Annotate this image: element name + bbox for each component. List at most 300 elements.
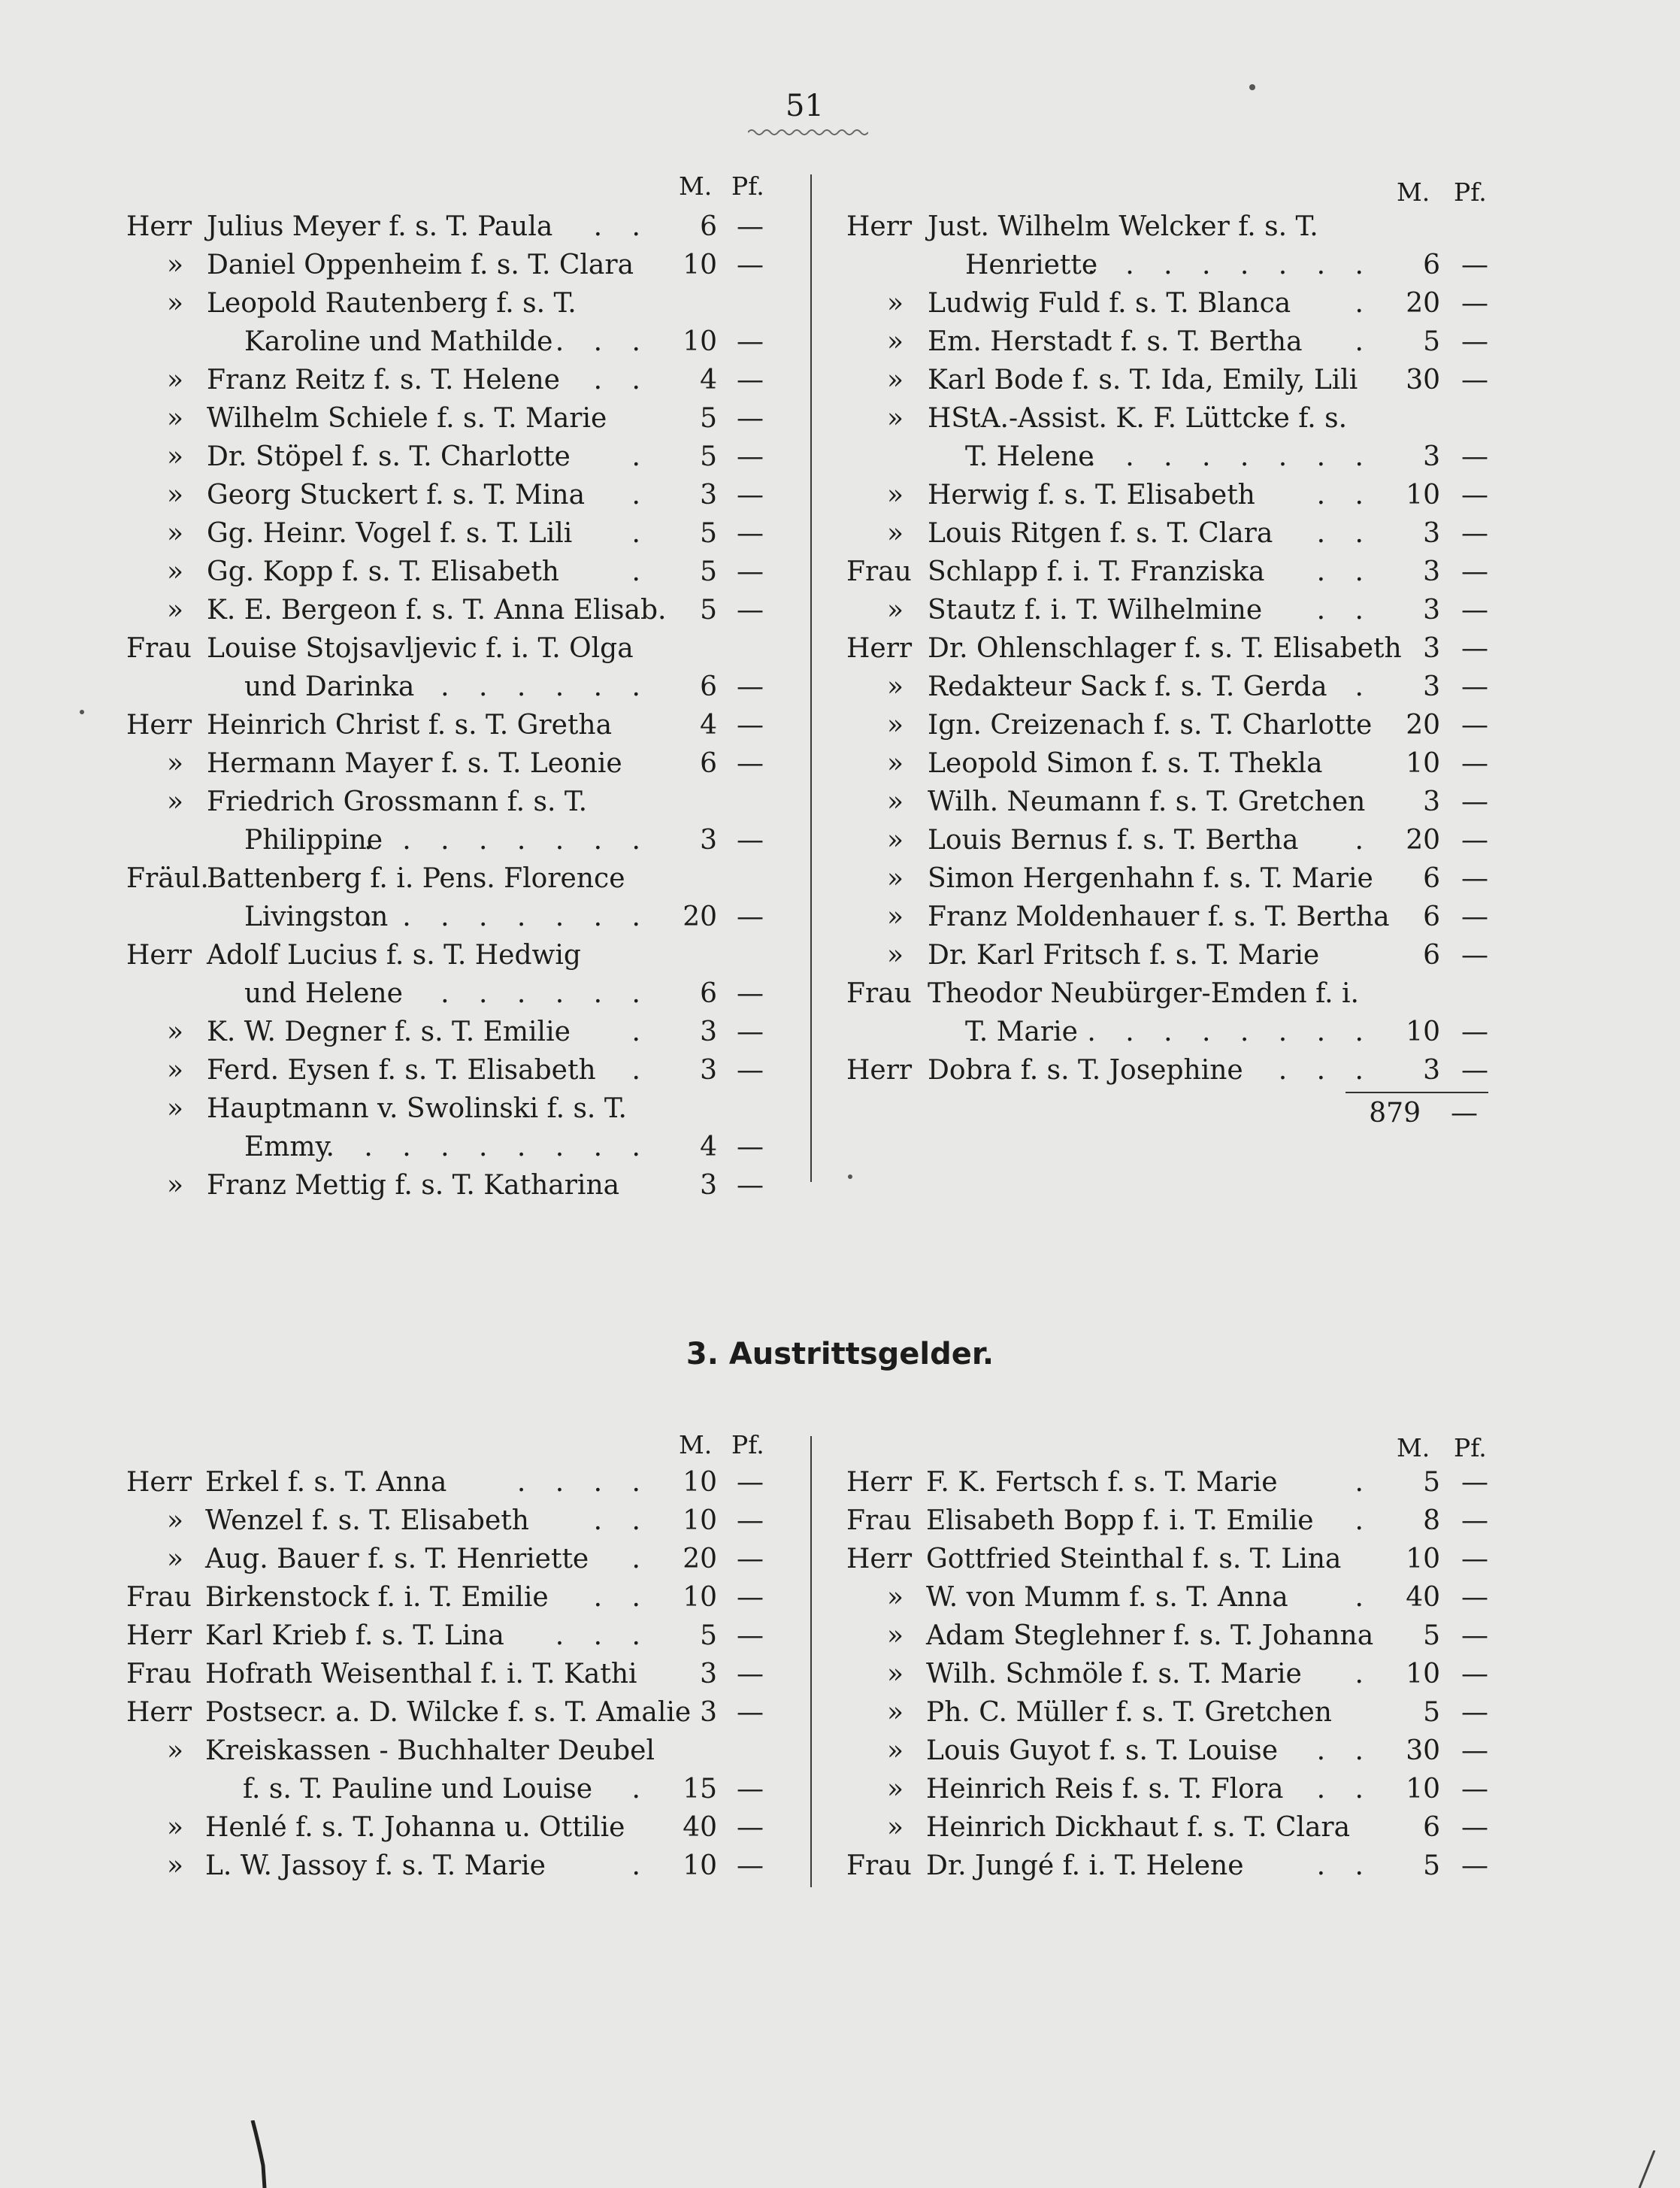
entry-text: Wilhelm Schiele f. s. T. Marie [207, 403, 607, 434]
amount-pf: — [737, 1170, 764, 1201]
entry-row [126, 1089, 773, 1128]
entry-title: » [886, 480, 904, 511]
entry-row [126, 821, 773, 859]
leader-dots: . . [1316, 1850, 1374, 1881]
entry-text: Hofrath Weisenthal f. i. T. Kathi [205, 1659, 637, 1689]
donations-right-header [846, 177, 1493, 208]
entry-row [846, 208, 1493, 246]
leader-dots: . . [593, 1505, 651, 1536]
leader-dots: . [631, 1850, 651, 1881]
leader-dots: . [631, 480, 651, 511]
amount-pf: — [737, 1659, 764, 1689]
leader-dots: . . . . . . [440, 978, 651, 1009]
entry-text: Elisabeth Bopp f. i. T. Emilie [926, 1505, 1314, 1536]
amount-pf: — [737, 403, 764, 434]
amount-mark: 40 [683, 1812, 717, 1843]
entry-row [126, 208, 773, 246]
entry-text: Franz Moldenhauer f. s. T. Bertha [928, 902, 1390, 932]
entry-row [846, 246, 1493, 284]
entry-row [126, 1655, 773, 1693]
amount-pf: — [737, 1582, 764, 1613]
entry-text: Wenzel f. s. T. Elisabeth [205, 1505, 529, 1536]
entry-text: Louis Guyot f. s. T. Louise [926, 1735, 1279, 1766]
leader-dots: . [1355, 1659, 1374, 1689]
entry-text: Wilh. Neumann f. s. T. Gretchen [928, 786, 1366, 817]
entry-row [846, 553, 1493, 591]
amount-pf: — [737, 710, 764, 741]
entry-text: Ph. C. Müller f. s. T. Gretchen [926, 1697, 1332, 1728]
amount-pf: — [1461, 940, 1488, 971]
total-amount: 879 [1369, 1098, 1421, 1129]
amount-mark: 10 [683, 1582, 717, 1613]
entry-row [846, 323, 1493, 361]
entry-title: » [886, 1697, 904, 1728]
amount-mark: 3 [700, 1170, 717, 1201]
amount-mark: 10 [1406, 480, 1440, 511]
entry-text: Dr. Stöpel f. s. T. Charlotte [207, 441, 571, 472]
entry-text: K. E. Bergeon f. s. T. Anna Elisab. [207, 595, 667, 626]
leader-dots: . . [1316, 480, 1374, 511]
amount-pf: — [737, 1850, 764, 1881]
leader-dots: . . . . . . . . [364, 825, 651, 856]
entry-title: » [166, 1017, 184, 1047]
entry-title: Frau [126, 1582, 192, 1613]
entry-row [126, 476, 773, 514]
entry-row [126, 323, 773, 361]
entry-text: und Helene [244, 978, 403, 1009]
leader-dots: . . [593, 365, 651, 395]
entry-title: Herr [126, 710, 192, 741]
entry-title: » [166, 1055, 184, 1086]
entry-text: Herwig f. s. T. Elisabeth [928, 480, 1255, 511]
amount-pf: — [1461, 1774, 1488, 1805]
amount-pf: — [1461, 1659, 1488, 1689]
amount-mark: 5 [700, 403, 717, 434]
leader-dots: . [631, 556, 651, 587]
entry-row [846, 399, 1493, 438]
amount-mark: 20 [1406, 825, 1440, 856]
entry-row [126, 1502, 773, 1540]
amount-mark: 5 [1423, 326, 1440, 357]
leader-dots: . . . . . . . . [1087, 441, 1374, 472]
entry-text: Henriette [965, 250, 1098, 280]
entry-text: Just. Wilhelm Welcker f. s. T. [928, 211, 1318, 242]
leader-dots: . [1355, 1505, 1374, 1536]
entry-title: » [886, 365, 904, 395]
entry-title: » [886, 863, 904, 894]
entry-title: Herr [126, 1467, 192, 1498]
margin-mark [1635, 2150, 1657, 2188]
entry-row [846, 1655, 1493, 1693]
amount-mark: 5 [1423, 1850, 1440, 1881]
entry-text: Henlé f. s. T. Johanna u. Ottilie [205, 1812, 625, 1843]
entry-title: Frau [846, 978, 912, 1009]
entry-title: » [886, 825, 904, 856]
amount-mark: 3 [1423, 671, 1440, 702]
entry-text: Emmy [244, 1132, 331, 1162]
amount-mark: 3 [700, 1017, 717, 1047]
amount-mark: 6 [700, 978, 717, 1009]
amount-pf: — [737, 250, 764, 280]
amount-mark: 4 [700, 710, 717, 741]
amount-mark: 3 [1423, 786, 1440, 817]
amount-mark: 6 [1423, 250, 1440, 280]
entry-title: » [166, 556, 184, 587]
amount-pf: — [737, 1544, 764, 1574]
total-pf: — [1451, 1098, 1478, 1129]
entry-text: Hermann Mayer f. s. T. Leonie [207, 748, 622, 779]
leader-dots: . [1355, 825, 1374, 856]
amount-pf: — [1461, 250, 1488, 280]
entry-text: T. Helene [965, 441, 1094, 472]
entry-row [126, 1617, 773, 1655]
entry-row [126, 859, 773, 898]
amount-mark: 6 [1423, 863, 1440, 894]
header-pf: Pf. [731, 1430, 764, 1459]
entry-text: Dobra f. s. T. Josephine [928, 1055, 1243, 1086]
entry-text: F. K. Fertsch f. s. T. Marie [926, 1467, 1278, 1498]
entry-text: Franz Reitz f. s. T. Helene [207, 365, 560, 395]
leader-dots: . . [1316, 1735, 1374, 1766]
entry-row [846, 898, 1493, 936]
leader-dots: . . [593, 211, 651, 242]
entry-title: » [166, 786, 184, 817]
entry-text: Erkel f. s. T. Anna [205, 1467, 447, 1498]
amount-pf: — [1461, 365, 1488, 395]
entry-title: » [166, 1735, 184, 1766]
entry-title: » [886, 1582, 904, 1613]
leader-dots: . [1355, 288, 1374, 319]
entry-title: » [166, 288, 184, 319]
amount-mark: 20 [1406, 288, 1440, 319]
entry-title: Frau [126, 1659, 192, 1689]
entry-text: Redakteur Sack f. s. T. Gerda [928, 671, 1327, 702]
entry-title: » [886, 288, 904, 319]
entry-text: Daniel Oppenheim f. s. T. Clara [207, 250, 634, 280]
header-m: M. [679, 171, 713, 201]
total-rule [1346, 1092, 1488, 1093]
column-divider-top [810, 174, 812, 1182]
entry-title: Frau [126, 633, 192, 664]
entry-title: » [166, 1544, 184, 1574]
entry-row [126, 898, 773, 936]
entry-text: Dr. Ohlenschlager f. s. T. Elisabeth [928, 633, 1402, 664]
entry-text: Friedrich Grossmann f. s. T. [207, 786, 588, 817]
leader-dots: . . [1316, 556, 1374, 587]
entry-row [846, 438, 1493, 476]
amount-pf: — [1461, 288, 1488, 319]
amount-mark: 30 [1406, 365, 1440, 395]
entry-row [126, 668, 773, 706]
column-divider-bottom [810, 1436, 812, 1887]
entry-row [846, 744, 1493, 783]
leader-dots: . [1355, 326, 1374, 357]
leader-dots: . [1355, 1582, 1374, 1613]
amount-mark: 3 [700, 1697, 717, 1728]
amount-pf: — [1461, 518, 1488, 549]
entry-row [126, 1463, 773, 1502]
entry-row [846, 1463, 1493, 1502]
entry-row [846, 1502, 1493, 1540]
entry-text: Theodor Neubürger-Emden f. i. [928, 978, 1359, 1009]
entry-row [126, 246, 773, 284]
entry-title: » [886, 518, 904, 549]
entry-title: Herr [126, 940, 192, 971]
entry-text: Ign. Creizenach f. s. T. Charlotte [928, 710, 1373, 741]
amount-pf: — [737, 1812, 764, 1843]
entry-text: Heinrich Reis f. s. T. Flora [926, 1774, 1284, 1805]
ink-speck [80, 710, 84, 714]
entry-row [126, 1051, 773, 1089]
amount-pf: — [1461, 671, 1488, 702]
entry-text: L. W. Jassoy f. s. T. Marie [205, 1850, 546, 1881]
amount-pf: — [1461, 326, 1488, 357]
amount-pf: — [737, 595, 764, 626]
header-m: M. [1397, 177, 1430, 207]
entry-text: Dr. Jungé f. i. T. Helene [926, 1850, 1244, 1881]
header-m: M. [679, 1430, 713, 1459]
amount-mark: 5 [700, 441, 717, 472]
ornament-squiggle [748, 126, 868, 137]
entry-text: W. von Mumm f. s. T. Anna [926, 1582, 1288, 1613]
entry-title: » [166, 480, 184, 511]
entry-title: » [886, 326, 904, 357]
leader-dots: . . [593, 1582, 651, 1613]
leader-dots: . . . . . . [440, 671, 651, 702]
amount-pf: — [737, 211, 764, 242]
leader-dots: . . . . . . . . [1087, 1017, 1374, 1047]
entry-title: Herr [126, 1697, 192, 1728]
entry-row [846, 476, 1493, 514]
amount-pf: — [1461, 1850, 1488, 1881]
entry-row [126, 936, 773, 974]
entry-text: Karl Krieb f. s. T. Lina [205, 1620, 504, 1651]
amount-pf: — [1461, 786, 1488, 817]
leader-dots: . . . [555, 326, 651, 357]
donations-left-header [126, 171, 773, 202]
amount-pf: — [737, 978, 764, 1009]
entry-text: Georg Stuckert f. s. T. Mina [207, 480, 586, 511]
entry-row [126, 629, 773, 668]
amount-mark: 3 [700, 1659, 717, 1689]
amount-mark: 40 [1406, 1582, 1440, 1613]
amount-mark: 3 [700, 480, 717, 511]
header-m: M. [1397, 1433, 1430, 1462]
entry-text: T. Marie [965, 1017, 1078, 1047]
entry-text: Leopold Simon f. s. T. Thekla [928, 748, 1323, 779]
amount-pf: — [1461, 825, 1488, 856]
amount-pf: — [737, 1774, 764, 1805]
amount-pf: — [1461, 633, 1488, 664]
amount-pf: — [1461, 1017, 1488, 1047]
amount-pf: — [737, 1697, 764, 1728]
section-title: 3. Austrittsgelder. [686, 1337, 994, 1371]
entry-text: f. s. T. Pauline und Louise [243, 1774, 593, 1805]
entry-title: » [886, 1659, 904, 1689]
entry-text: Gottfried Steinthal f. s. T. Lina [926, 1544, 1342, 1574]
entry-title: » [166, 403, 184, 434]
amount-pf: — [737, 365, 764, 395]
amount-mark: 6 [1423, 940, 1440, 971]
entry-text: Livingston [244, 902, 389, 932]
entry-title: Herr [846, 1055, 913, 1086]
amount-pf: — [737, 825, 764, 856]
leader-dots: . . . . . . . . [1087, 250, 1374, 280]
amount-pf: — [1461, 1544, 1488, 1574]
amount-mark: 3 [700, 1055, 717, 1086]
total-row [1346, 1098, 1496, 1135]
entry-title: » [166, 518, 184, 549]
amount-mark: 30 [1406, 1735, 1440, 1766]
entry-title: » [166, 1505, 184, 1536]
amount-pf: — [1461, 902, 1488, 932]
amount-mark: 5 [1423, 1467, 1440, 1498]
entry-text: Adam Steglehner f. s. T. Johanna [926, 1620, 1374, 1651]
amount-mark: 10 [683, 326, 717, 357]
entry-title: » [886, 1774, 904, 1805]
entry-title: » [166, 441, 184, 472]
amount-mark: 10 [1406, 1774, 1440, 1805]
amount-pf: — [1461, 1582, 1488, 1613]
ink-speck [1249, 84, 1255, 90]
entry-row [846, 1770, 1493, 1808]
amount-mark: 10 [1406, 1659, 1440, 1689]
entry-text: Karl Bode f. s. T. Ida, Emily, Lili [928, 365, 1358, 395]
entry-title: » [166, 748, 184, 779]
entry-text: Aug. Bauer f. s. T. Henriette [205, 1544, 589, 1574]
entry-row [846, 1013, 1493, 1051]
amount-mark: 5 [700, 595, 717, 626]
leader-dots: . . . [1278, 1055, 1374, 1086]
entry-text: Karoline und Mathilde [244, 326, 553, 357]
entry-text: Battenberg f. i. Pens. Florence [207, 863, 625, 894]
entry-row [846, 1693, 1493, 1732]
leader-dots: . . [1316, 518, 1374, 549]
entry-row [126, 1166, 773, 1205]
entry-title: » [166, 1093, 184, 1124]
leader-dots: . . [1316, 1774, 1374, 1805]
amount-mark: 5 [1423, 1620, 1440, 1651]
entry-row [126, 1540, 773, 1578]
entry-row [846, 706, 1493, 744]
amount-pf: — [1461, 595, 1488, 626]
entry-row [126, 1847, 773, 1885]
entry-text: Dr. Karl Fritsch f. s. T. Marie [928, 940, 1320, 971]
amount-mark: 6 [700, 211, 717, 242]
leader-dots: . . . . . . . . . [325, 1132, 651, 1162]
amount-pf: — [1461, 1505, 1488, 1536]
entry-text: Gg. Kopp f. s. T. Elisabeth [207, 556, 559, 587]
entry-row [126, 1808, 773, 1847]
entry-text: Louise Stojsavljevic f. i. T. Olga [207, 633, 634, 664]
entry-text: Julius Meyer f. s. T. Paula [207, 211, 553, 242]
amount-pf: — [1461, 1697, 1488, 1728]
entry-text: Ferd. Eysen f. s. T. Elisabeth [207, 1055, 596, 1086]
entry-text: Postsecr. a. D. Wilcke f. s. T. Amalie [205, 1697, 692, 1728]
amount-pf: — [737, 1055, 764, 1086]
entry-row [846, 1578, 1493, 1617]
entry-row [846, 859, 1493, 898]
entry-row [126, 553, 773, 591]
leader-dots: . [631, 1055, 651, 1086]
entry-row [126, 783, 773, 821]
entry-title: Herr [846, 633, 913, 664]
leader-dots: . [631, 1017, 651, 1047]
entry-title: » [166, 595, 184, 626]
amount-mark: 5 [700, 1620, 717, 1651]
entry-title: Herr [126, 211, 192, 242]
entry-row [846, 821, 1493, 859]
leader-dots: . [631, 441, 651, 472]
amount-mark: 3 [1423, 1055, 1440, 1086]
entry-title: Herr [846, 1544, 913, 1574]
entry-row [846, 936, 1493, 974]
entry-row [846, 514, 1493, 553]
entry-title: » [886, 1812, 904, 1843]
entry-text: Louis Bernus f. s. T. Bertha [928, 825, 1299, 856]
leader-dots: . . . . . . . . [364, 902, 651, 932]
amount-pf: — [1461, 710, 1488, 741]
entry-row [126, 438, 773, 476]
ink-speck [848, 1174, 852, 1179]
amount-mark: 15 [683, 1774, 717, 1805]
entry-title: » [886, 403, 904, 434]
amount-mark: 6 [1423, 902, 1440, 932]
entry-text: Kreiskassen - Buchhalter Deubel [205, 1735, 655, 1766]
entry-text: Schlapp f. i. T. Franziska [928, 556, 1265, 587]
leader-dots: . [631, 518, 651, 549]
entry-row [846, 1732, 1493, 1770]
amount-pf: — [737, 748, 764, 779]
entry-title: » [166, 1850, 184, 1881]
amount-pf: — [1461, 1735, 1488, 1766]
entry-row [846, 1540, 1493, 1578]
amount-mark: 3 [1423, 518, 1440, 549]
amount-pf: — [737, 556, 764, 587]
amount-pf: — [1461, 441, 1488, 472]
amount-pf: — [1461, 480, 1488, 511]
leader-dots: . . . . [516, 1467, 651, 1498]
header-pf: Pf. [731, 171, 764, 201]
entry-row [846, 668, 1493, 706]
amount-mark: 10 [1406, 748, 1440, 779]
entry-text: Adolf Lucius f. s. T. Hedwig [207, 940, 581, 971]
entry-row [846, 591, 1493, 629]
amount-pf: — [737, 326, 764, 357]
amount-pf: — [1461, 1620, 1488, 1651]
amount-pf: — [737, 441, 764, 472]
entry-row [126, 1693, 773, 1732]
entry-row [846, 783, 1493, 821]
entry-title: » [886, 1620, 904, 1651]
margin-mark [248, 2120, 271, 2188]
entry-title: Herr [846, 211, 913, 242]
entry-title: Frau [846, 556, 912, 587]
amount-mark: 6 [700, 671, 717, 702]
entry-text: Wilh. Schmöle f. s. T. Marie [926, 1659, 1302, 1689]
entry-row [126, 706, 773, 744]
amount-mark: 10 [683, 1850, 717, 1881]
amount-mark: 5 [700, 556, 717, 587]
page-number: 51 [786, 89, 824, 123]
entry-row [126, 744, 773, 783]
amount-mark: 3 [1423, 595, 1440, 626]
amount-mark: 3 [700, 825, 717, 856]
amount-mark: 6 [700, 748, 717, 779]
entry-title: » [886, 786, 904, 817]
amount-pf: — [1461, 556, 1488, 587]
amount-mark: 5 [1423, 1697, 1440, 1728]
